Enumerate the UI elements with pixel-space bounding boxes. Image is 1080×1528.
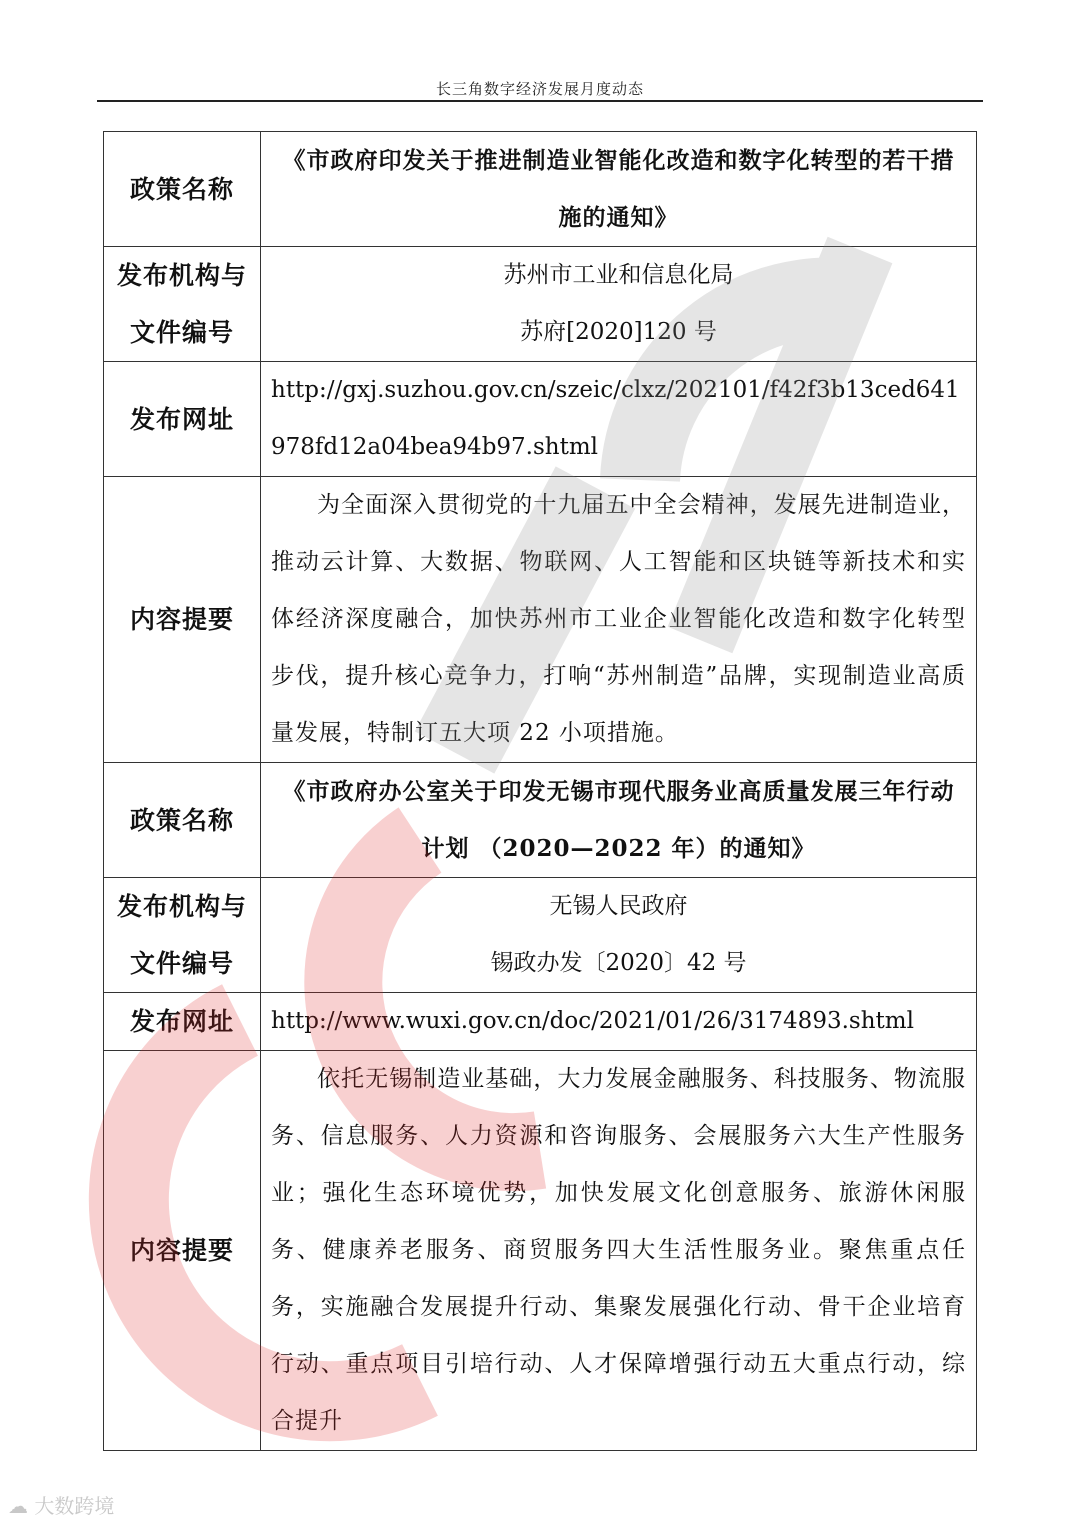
policy-table bbox=[103, 131, 977, 1451]
row-label: 政策名称 bbox=[104, 763, 261, 878]
table-row bbox=[104, 362, 977, 477]
policy-title: 《市政府办公室关于印发无锡市现代服务业高质量发展三年行动计划 （2020—2022 年）的通知》 bbox=[261, 763, 977, 878]
issuer-cell bbox=[261, 878, 977, 993]
issuer-name: 苏州市工业和信息化局 bbox=[503, 262, 734, 288]
summary-text: 依托无锡制造业基础，大力发展金融服务、科技服务、物流服务、信息服务、人力资源和咨询服务、会展服务六大生产性服务业；强化生态环境优势，加快发展文化创意服务、旅游休闲服务、健康养老服务、商贸服务四大生活性服务业。聚焦重点任务，实施融合发展提升行动、集聚发展强化行动、骨干企业培育行动、重点项目引培行动、人才保障增强行动五大重点行动，综合提升 bbox=[261, 1051, 977, 1451]
row-label: 政策名称 bbox=[104, 132, 261, 247]
table-row bbox=[104, 878, 977, 993]
row-label: 发布网址 bbox=[104, 362, 261, 477]
row-label: 内容提要 bbox=[104, 477, 261, 763]
row-label bbox=[104, 247, 261, 362]
issuer-name: 无锡人民政府 bbox=[549, 893, 688, 919]
issuer-cell bbox=[261, 247, 977, 362]
document-number: 锡政办发〔2020〕42 号 bbox=[490, 950, 747, 976]
row-label: 发布网址 bbox=[104, 993, 261, 1051]
logo-icon: ☁ bbox=[8, 1494, 28, 1518]
summary-text: 为全面深入贯彻党的十九届五中全会精神，发展先进制造业，推动云计算、大数据、物联网、人工智能和区块链等新技术和实体经济深度融合，加快苏州市工业企业智能化改造和数字化转型步伐，提升核心竞争力，打响“苏州制造”品牌，实现制造业高质量发展，特制订五大项 22 小项措施。 bbox=[261, 477, 977, 763]
table-row bbox=[104, 247, 977, 362]
table-row bbox=[104, 132, 977, 247]
header-divider bbox=[97, 100, 983, 102]
document-number: 苏府[2020]120 号 bbox=[520, 319, 717, 345]
table-row bbox=[104, 763, 977, 878]
policy-url: http://gxj.suzhou.gov.cn/szeic/clxz/202101/f42f3b13ced641978fd12a04bea94b97.shtml bbox=[261, 362, 977, 477]
row-label: 内容提要 bbox=[104, 1051, 261, 1451]
page-header-title: 长三角数字经济发展月度动态 bbox=[435, 80, 644, 98]
policy-title: 《市政府印发关于推进制造业智能化改造和数字化转型的若干措施的通知》 bbox=[261, 132, 977, 247]
row-label-line: 文件编号 bbox=[129, 949, 234, 978]
policy-url: http://www.wuxi.gov.cn/doc/2021/01/26/3174893.shtml bbox=[261, 993, 977, 1051]
logo-text: 大数跨境 bbox=[34, 1494, 115, 1518]
row-label-line: 文件编号 bbox=[129, 318, 234, 347]
table-row bbox=[104, 993, 977, 1051]
row-label-line: 发布机构与 bbox=[116, 892, 247, 921]
table-row bbox=[104, 1051, 977, 1451]
platform-logo bbox=[8, 1490, 114, 1519]
row-label-line: 发布机构与 bbox=[116, 261, 247, 290]
table-row bbox=[104, 477, 977, 763]
row-label bbox=[104, 878, 261, 993]
